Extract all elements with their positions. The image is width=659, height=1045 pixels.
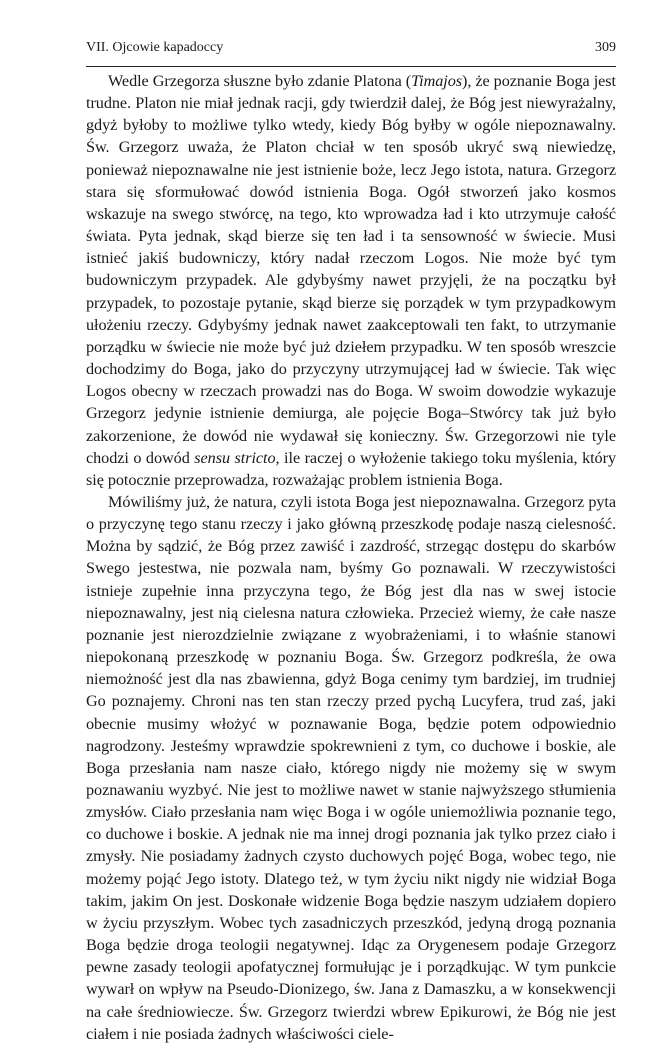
paragraph-2 [86,491,616,1045]
text-run: Wedle Grzegorza słuszne było zdanie Platona ( [108,72,412,90]
page-number: 309 [595,40,616,55]
running-header [86,40,616,56]
text-run: ), że poznanie Boga jest trudne. Platon nie miał jednak racji, gdy twierdził dalej, że Bóg jest niewyrażalny, gdyż byłoby to możliwe tylko wtedy, kiedy Bóg byłby w ogóle niepoznawalny. Św. Grzegorz uważa, że Platon chciał w ten sposób ukryć swą niewiedzę, ponieważ niepoznawalne nie jest istnienie boże, lecz Jego istota, natura. Grzegorz stara się sformułować dowód istnienia Boga. Ogół stworzeń jako kosmos wskazuje na swego stwórcę, na tego, kto wprowadza ład i kto utrzymuje całość świata. Pyta jednak, skąd bierze się ten ład i ta sensowność w świecie. Musi istnieć jakiś budowniczy, który nadał rzeczom Logos. Nie może być tym budowniczym przypadek. Ale gdybyśmy nawet przyjęli, że na początku był przypadek, to pozostaje pytanie, skąd bierze się porządek w tym przypadkowym ułożeniu rzeczy. Gdybyśmy jednak nawet zaakceptowali ten fakt, to utrzymanie porządku w świecie nie może być już dziełem przypadku. W ten sposób wreszcie dochodzimy do Boga, jako do przyczyny utrzymującej ład w świecie. Tak więc Logos obecny w rzeczach prowadzi nas do Boga. W swoim dowodzie wykazuje Grzegorz jedynie istnienie demiurga, ale pojęcie Boga–Stwórcy tak już było zakorzenione, że dowód nie wydawał się konieczny. Św. Grzegorzowi nie tyle chodzi o dowód [86,72,616,467]
chapter-title: VII. Ojcowie kapadoccy [86,40,224,55]
text-run: , ile raczej o wyłożenie takiego toku myślenia, który się potocznie przeprowadza, rozważając problem istnienia Boga. [86,448,616,489]
italic-title: Timajos [411,72,463,90]
header-rule [86,66,616,67]
text-run: Mówiliśmy już, że natura, czyli istota Boga jest niepoznawalna. Grzegorz pyta o przyczynę tego stanu rzeczy i jako główną przeszkodę podaje naszą cielesność. Można by sądzić, że Bóg przez zawiść i zazdrość, strzegąc dostępu do skarbów Swego jestestwa, nie pozwala nam, byśmy Go poznawali. W rzeczywistości istnieje zupełnie inna przyczyna tego, że Bóg jest dla nas w swej istocie niepoznawalny, jest nią cielesna natura człowieka. Przecież wiemy, że całe nasze poznanie jest nierozdzielnie związane z wyobrażeniami, i to właśnie stanowi niepokonaną przeszkodę w poznaniu Boga. Św. Grzegorz podkreśla, że owa niemożność jest dla nas zbawienna, gdyż Boga cenimy tym bardziej, im trudniej Go poznajemy. Chroni nas ten stan rzeczy przed pychą Lucyfera, trud zaś, jaki obecnie musimy włożyć w poznawanie Boga, będzie potem odpowiednio nagrodzony. Jesteśmy wprawdzie spokrewnieni z tym, co duchowe i boskie, ale Boga przesłania nam nasze ciało, którego nigdy nie możemy się w swym poznawaniu wyzbyć. Nie jest to możliwe nawet w stanie najwyższego stłumienia zmysłów. Ciało przesłania nam więc Boga i w ogóle uniemożliwia poznanie tego, co duchowe i boskie. A jednak nie ma innej drogi poznania jak tylko przez ciało i zmysły. Nie posiadamy żadnych czysto duchowych pojęć Boga, wobec tego, nie możemy pojąć Jego istoty. Dlatego też, w tym życiu nikt nigdy nie widział Boga takim, jakim On jest. Doskonałe widzenie Boga będzie naszym udziałem dopiero w życiu przyszłym. Wobec tych zasadniczych przeszkód, jedyną drogą poznania Boga będzie droga teologii negatywnej. Idąc za Orygenesem podaje Grzegorz pewne zasady teologii apofatycznej formułując je i porządkując. W tym punkcie wywarł on wpływ na Pseudo-Dionizego, św. Jana z Damaszku, a w konsekwencji na całe średniowiecze. Św. Grzegorz twierdzi wbrew Epikurowi, że Bóg nie jest ciałem i nie posiada żadnych właściwości ciele- [86,492,616,1043]
body-text [86,70,616,1045]
paragraph-1 [86,70,616,491]
italic-phrase: sensu stricto [194,448,276,467]
